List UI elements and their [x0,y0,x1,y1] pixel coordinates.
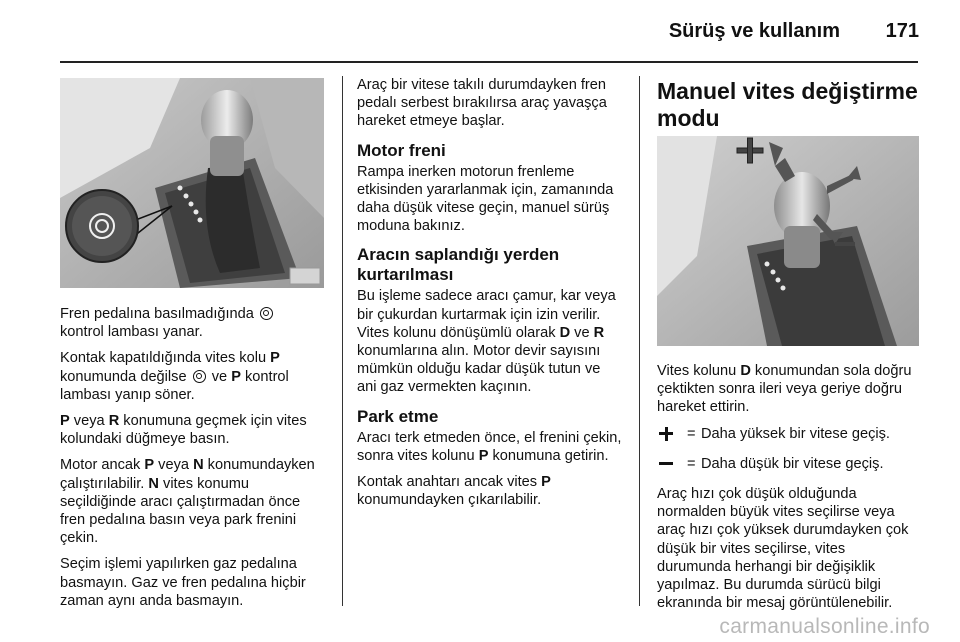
column-middle [357,76,623,517]
legend-upshift: = Daha yüksek bir vitese geçiş. [657,425,922,443]
paragraph-parking: Aracı terk etmeden önce, el frenini çekin, sonra vites kolunu P konumuna getirin. [357,429,622,464]
brake-indicator-icon [193,370,206,383]
column-divider [639,76,640,606]
paragraph-brake-lamp: Fren pedalına basılmadığında kontrol lambası yanar. [60,305,328,341]
heading-rocking: Aracın saplandığı yerden kurtarılması [357,245,560,285]
column-right [657,362,922,620]
gear-selector-illustration [60,78,324,288]
paragraph-rocking: Bu işleme sadece aracı çamur, kar veya bir çukurdan kurtarmak için izin verilir. Vites kolunu dönüşümlü olarak D ve R konumlarına alın. Motor devir sayısını mümkün olduğu kadar düşük tutun ve ani gaz vermekten kaçının. [357,288,616,396]
brake-indicator-icon [260,307,273,320]
manual-shift-illustration [657,136,919,346]
paragraph-key-removal: Kontak anahtarı ancak vites P konumundayken çıkarılabilir. [357,474,551,509]
watermark: carmanualsonline.info [719,615,930,638]
paragraph-p-r-button: P veya R konumuna geçmek için vites kolundaki düğmeye basın. [60,413,307,448]
column-left [60,305,328,618]
heading-parking: Park etme [357,406,439,426]
paragraph-pedal-warning: Seçim işlemi yapılırken gaz pedalına basmayın. Gaz ve fren pedalına hiçbir zaman aynı anda basmayın. [60,556,306,609]
paragraph-engine-start: Motor ancak P veya N konumundayken çalıştırılabilir. N vites konumu seçildiğinde aracı çalıştırmadan önce fren pedalına basın veya park frenini çekin. [60,457,315,547]
section-title-manual-mode: Manuel vites değiştirme modu [657,78,918,131]
minus-icon [657,455,679,473]
plus-icon [657,425,679,443]
paragraph-engine-brake: Rampa inerken motorun frenleme etkisinden yararlanmak için, zamanında daha düşük vitese geçin, manuel sürüş moduna bakınız. [357,163,614,235]
paragraph-creep: Araç bir vitese takılı durumdayken fren pedalı serbest bırakılırsa araç yavaşça hareket etmeye başlar. [357,77,607,130]
paragraph-gear-limit: Araç hızı çok düşük olduğunda normalden büyük vites seçilirse veya araç hızı çok yüksek durumdayken çok düşük bir vites seçilirse, vites durumunda herhangi bir değişiklik yapılmaz. Bu durumda sürücü bilgi ekranında bir mesaj görüntülenebilir. [657,486,909,612]
page-header-title: Sürüş ve kullanım [668,20,840,42]
header-rule [60,61,918,63]
column-divider [342,76,343,606]
paragraph-ignition-off: Kontak kapatıldığında vites kolu P konumunda değilse ve P kontrol lambası yanıp söner. [60,350,289,403]
paragraph-manual-entry: Vites kolunu D konumundan sola doğru çektikten sonra ileri veya geriye doğru hareket ettirin. [657,363,912,416]
legend-downshift: = Daha düşük bir vitese geçiş. [657,455,922,473]
heading-engine-brake: Motor freni [357,140,446,160]
page-number: 171 [885,20,919,42]
